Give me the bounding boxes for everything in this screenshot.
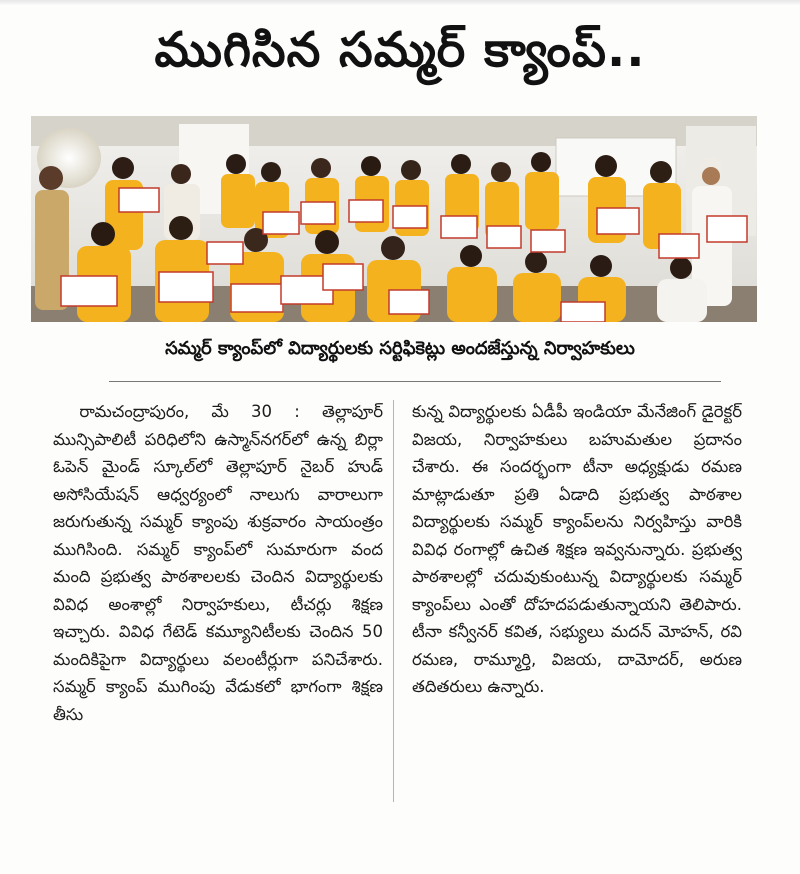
article-body-left: రామచంద్రాపురం, మే 30 : తెల్లాపూర్ మున్సిపాలిటీ పరిధిలోని ఉస్మాన్‌నగర్‌లో ఉన్న బిర్లా ఓపెన్ మైండ్ స్కూల్‌లో తెల్లాపూర్ నైబర్ హుడ్ అసోసియేషన్ ఆధ్వర్యంలో నాలుగు వారాలుగా జరుగుతున్న సమ్మర్ క్యాంపు శుక్రవారం సాయంత్రం ముగిసింది. సమ్మర్ క్యాంప్‌లో సుమారుగా వంద మంది ప్రభుత్వ పాఠశాలలకు చెందిన విద్యార్థులకు వివిధ అంశాల్లో నిర్వాహకులు, టీచర్లు శిక్షణ ఇచ్చారు. వివిధ గేటెడ్ కమ్యూనిటీలకు చెందిన 50 మందికిపైగా విద్యార్థులు వలంటీర్లుగా పనిచేశారు. సమ్మర్ క్యాంప్ ముగింపు వేడుకలో భాగంగా శిక్షణ తీసు <box>53 402 383 724</box>
article-body-right: కున్న విద్యార్థులకు ఏడీపీ ఇండియా మేనేజింగ్ డైరెక్టర్ విజయ, నిర్వాహకులు బహుమతుల ప్రదానం చేశారు. ఈ సందర్భంగా టీనా అధ్యక్షుడు రమణ మాట్లాడుతూ ప్రతి ఏడాది ప్రభుత్వ పాఠశాల విద్యార్థులకు సమ్మర్ క్యాంప్‌లను నిర్వహిస్తు వారికి వివిధ రంగాల్లో ఉచిత శిక్షణ ఇవ్వనున్నారు. ప్రభుత్వ పాఠశాలల్లో చదువుకుంటున్న విద్యార్థులకు సమ్మర్ క్యాంప్‌లు ఎంతో దోహదపడుతున్నాయని తెలిపారు. టీనా కన్వీనర్ కవిత, సభ్యులు మదన్ మోహన్, రవి రమణ, రామ్మూర్తి, విజయ, దామోదర్, అరుణ తదితరులు ఉన్నారు. <box>412 402 742 696</box>
headline: ముగిసిన సమ్మర్ క్యాంప్.. <box>154 22 646 78</box>
top-edge <box>0 0 800 6</box>
news-photo <box>31 116 757 322</box>
caption-divider <box>109 381 721 382</box>
article-column-right <box>412 398 742 701</box>
column-divider <box>393 400 394 802</box>
photo-caption: సమ్మర్ క్యాంప్‌లో విద్యార్థులకు సర్టిఫికెట్లు అందజేస్తున్న నిర్వాహకులు <box>165 338 635 359</box>
students-group-photo <box>31 116 757 322</box>
article-column-left <box>53 398 383 728</box>
